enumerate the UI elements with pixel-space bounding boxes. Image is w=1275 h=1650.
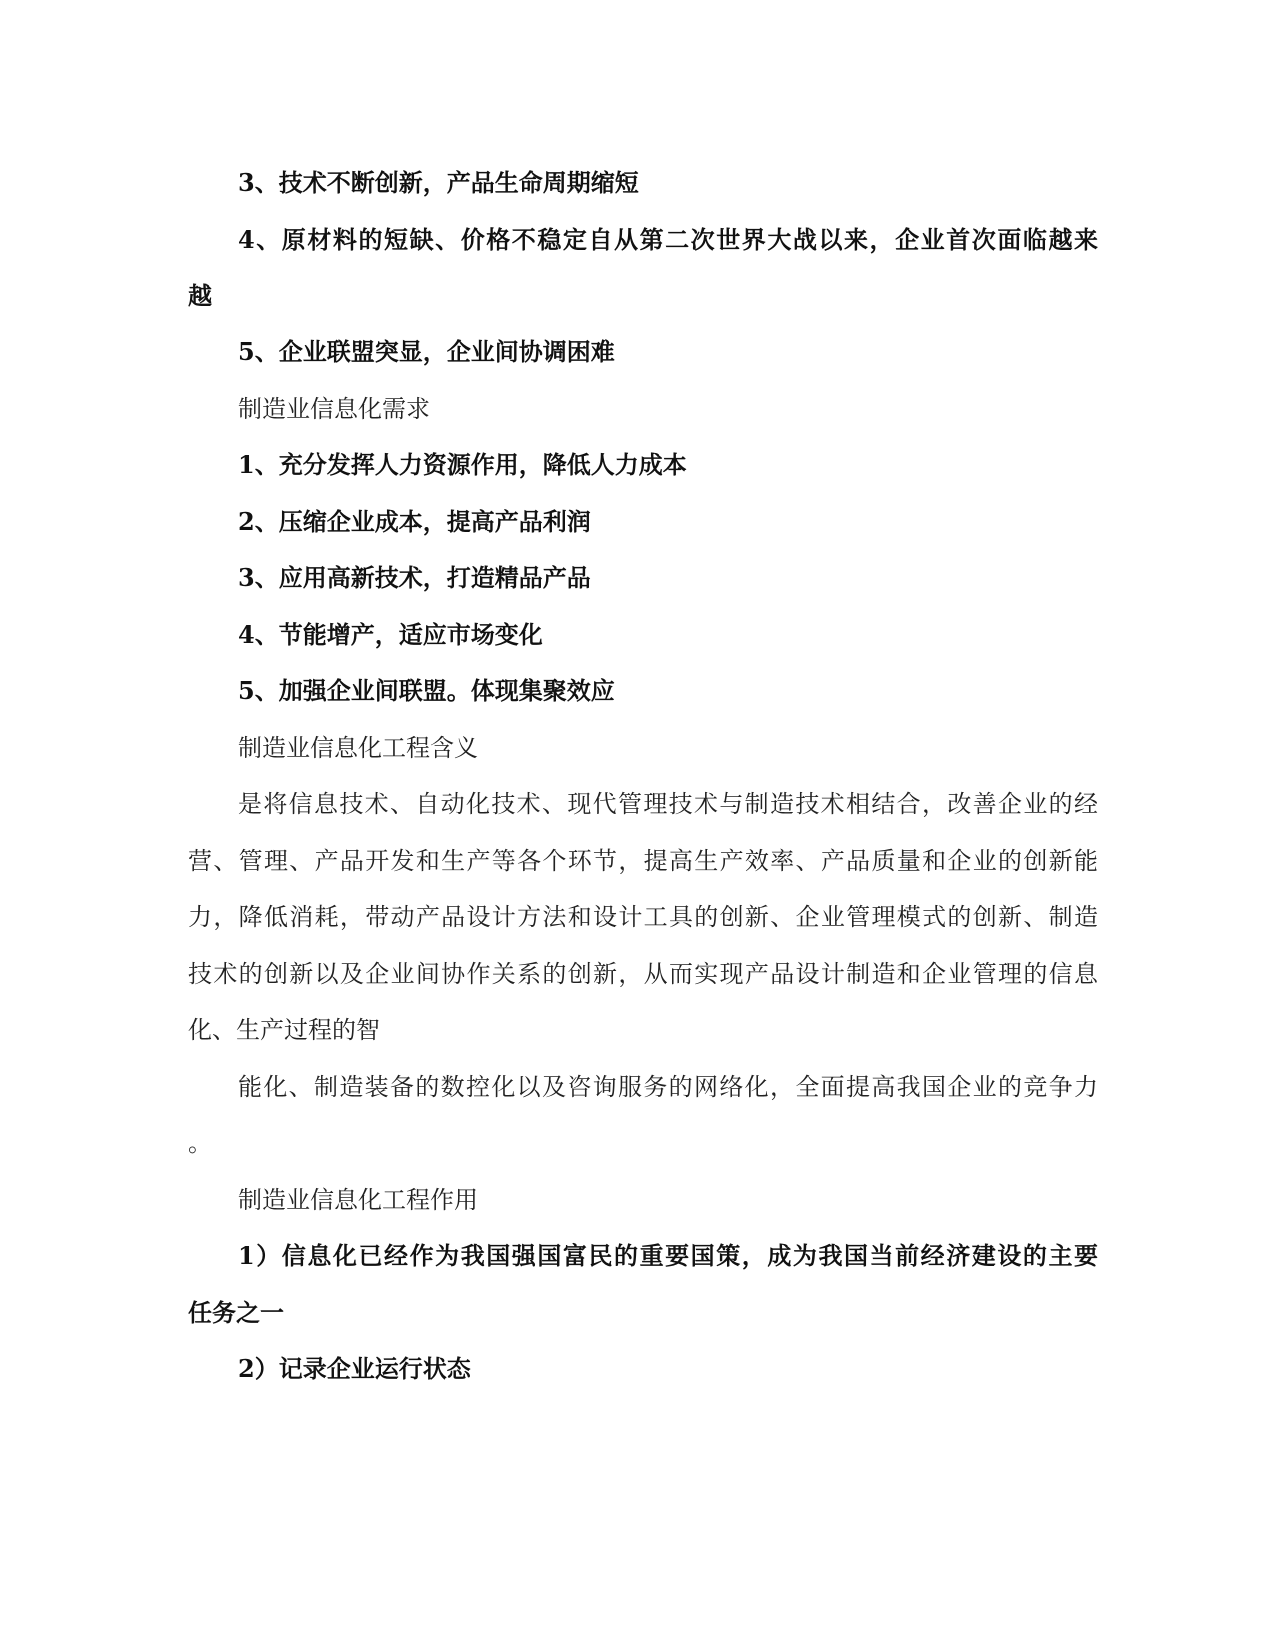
section-heading: 制造业信息化工程作用: [238, 1186, 478, 1214]
list-item: 4、原材料的短缺、价格不稳定自从第二次世界大战以来，企业首次面临越来: [238, 225, 1098, 254]
paragraph-line: 。: [188, 1129, 212, 1157]
paragraph-line: 化、生产过程的智: [188, 1016, 380, 1044]
paragraph-line: 是将信息技术、自动化技术、现代管理技术与制造技术相结合，改善企业的经: [238, 790, 1098, 818]
paragraph-line: 技术的创新以及企业间协作关系的创新，从而实现产品设计制造和企业管理的信息: [188, 960, 1098, 988]
paragraph-line: 力，降低消耗，带动产品设计方法和设计工具的创新、企业管理模式的创新、制造: [188, 903, 1098, 931]
list-item-continuation: 任务之一: [188, 1298, 284, 1327]
list-item: 4、节能增产，适应市场变化: [238, 620, 543, 649]
list-item: 1）信息化已经作为我国强国富民的重要国策，成为我国当前经济建设的主要: [238, 1241, 1098, 1270]
list-item: 2）记录企业运行状态: [238, 1354, 471, 1383]
section-heading: 制造业信息化需求: [238, 395, 430, 423]
paragraph-line: 能化、制造装备的数控化以及咨询服务的网络化，全面提高我国企业的竞争力: [238, 1073, 1098, 1101]
list-item: 2、压缩企业成本，提高产品利润: [238, 507, 591, 536]
document-page: [188, 0, 1098, 1650]
list-item: 5、加强企业间联盟。体现集聚效应: [238, 676, 615, 705]
list-item: 3、应用高新技术，打造精品产品: [238, 563, 591, 592]
list-item: 1、充分发挥人力资源作用，降低人力成本: [238, 450, 687, 479]
list-item-continuation: 越: [188, 281, 212, 310]
list-item: 3、技术不断创新，产品生命周期缩短: [238, 168, 639, 197]
paragraph-line: 营、管理、产品开发和生产等各个环节，提高生产效率、产品质量和企业的创新能: [188, 847, 1098, 875]
section-heading: 制造业信息化工程含义: [238, 734, 478, 762]
list-item: 5、企业联盟突显，企业间协调困难: [238, 337, 615, 366]
